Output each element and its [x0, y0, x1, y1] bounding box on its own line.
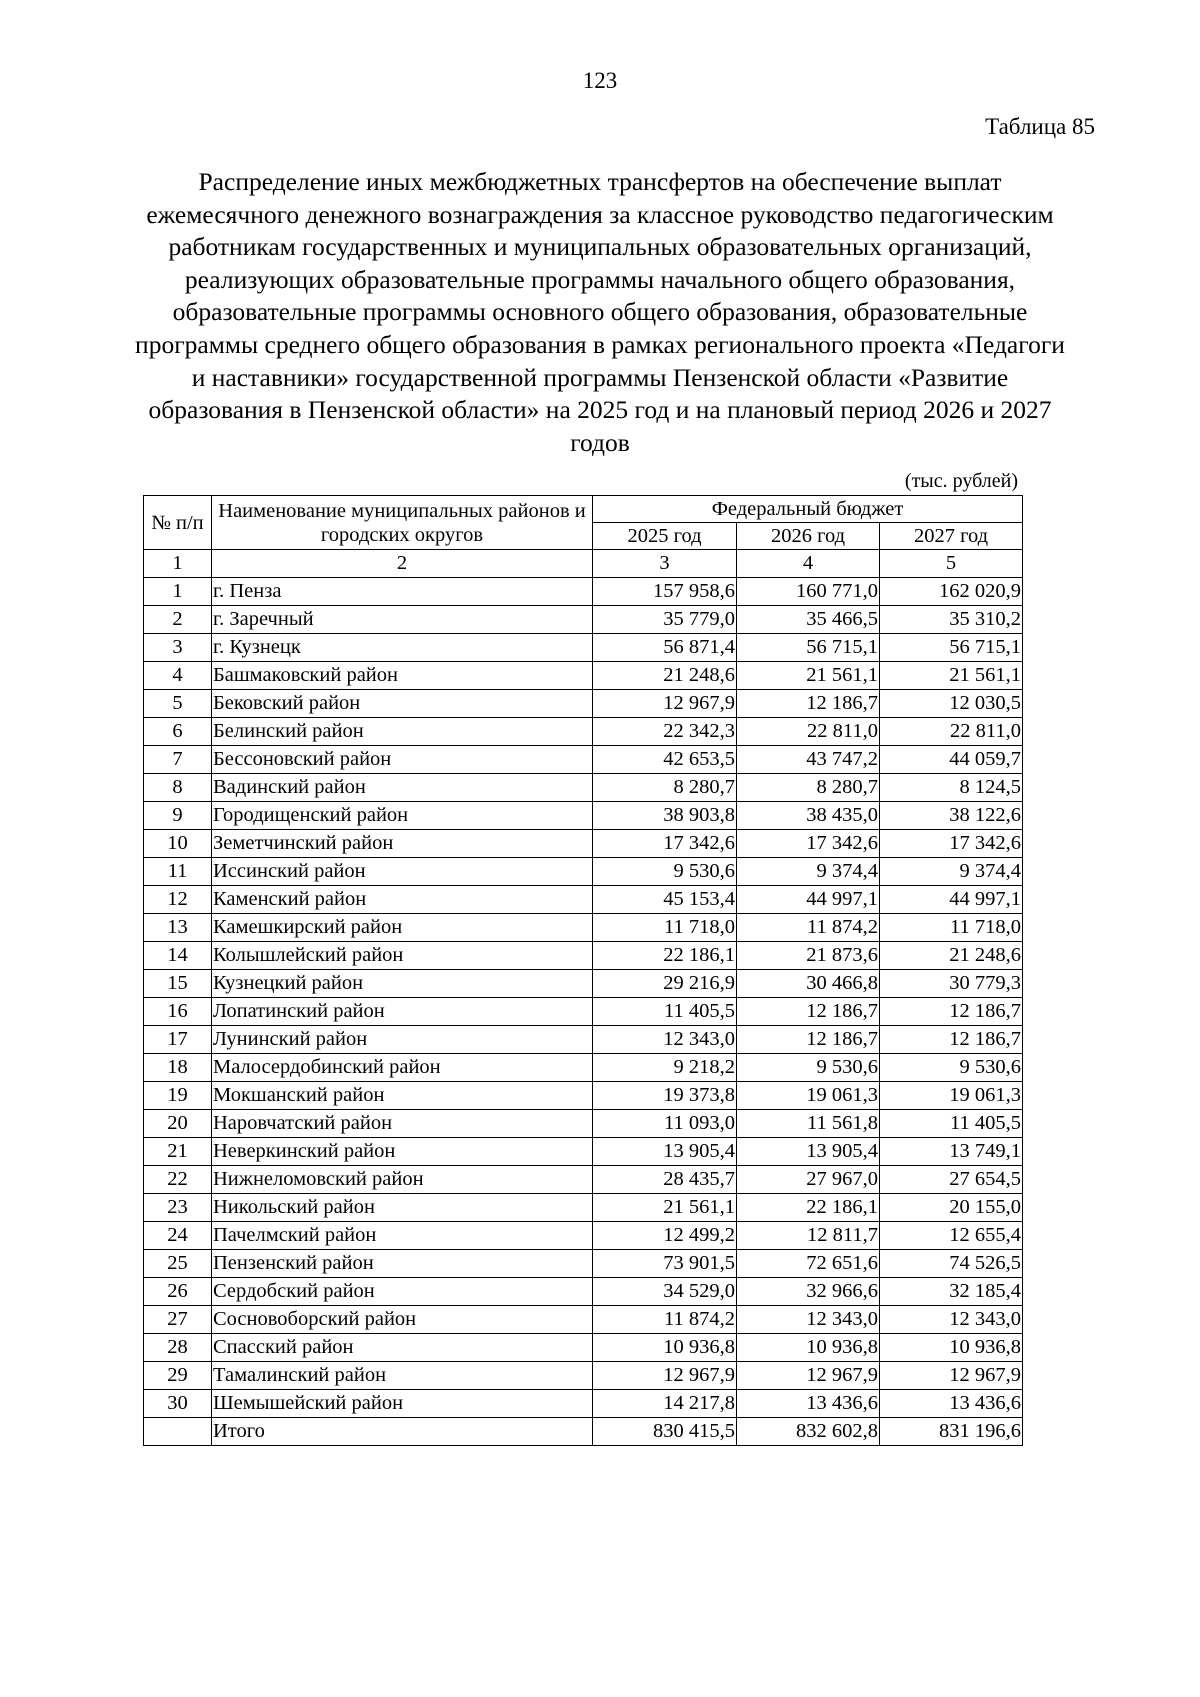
row-municipality-name: Тамалинский район — [212, 1362, 593, 1390]
row-value-2026: 13 436,6 — [737, 1390, 880, 1418]
row-value-2027: 22 811,0 — [880, 718, 1023, 746]
row-value-2025: 8 280,7 — [593, 774, 737, 802]
row-value-2026: 12 186,7 — [737, 1026, 880, 1054]
budget-table — [143, 495, 1023, 1446]
table-row — [144, 858, 1023, 886]
row-municipality-name: Бессоновский район — [212, 746, 593, 774]
column-number: 1 — [144, 550, 212, 578]
table-row — [144, 1026, 1023, 1054]
row-value-2025: 29 216,9 — [593, 970, 737, 998]
row-municipality-name: Камешкирский район — [212, 914, 593, 942]
row-municipality-name: Земетчинский район — [212, 830, 593, 858]
row-value-2027: 12 186,7 — [880, 998, 1023, 1026]
row-value-2026: 56 715,1 — [737, 634, 880, 662]
row-municipality-name: Нижнеломовский район — [212, 1166, 593, 1194]
row-municipality-name: Городищенский район — [212, 802, 593, 830]
row-value-2026: 19 061,3 — [737, 1082, 880, 1110]
units-label: (тыс. рублей) — [904, 470, 1018, 492]
table-row — [144, 774, 1023, 802]
row-value-2027: 12 655,4 — [880, 1222, 1023, 1250]
row-municipality-name: Кузнецкий район — [212, 970, 593, 998]
row-number: 19 — [144, 1082, 212, 1110]
row-municipality-name: г. Кузнецк — [212, 634, 593, 662]
row-value-2027: 9 530,6 — [880, 1054, 1023, 1082]
row-number: 30 — [144, 1390, 212, 1418]
row-value-2027: 12 030,5 — [880, 690, 1023, 718]
row-municipality-name: Колышлейский район — [212, 942, 593, 970]
row-value-2026: 9 374,4 — [737, 858, 880, 886]
row-value-2025: 14 217,8 — [593, 1390, 737, 1418]
row-value-2027: 27 654,5 — [880, 1166, 1023, 1194]
row-municipality-name: Лопатинский район — [212, 998, 593, 1026]
row-value-2026: 12 186,7 — [737, 690, 880, 718]
row-number: 21 — [144, 1138, 212, 1166]
row-value-2027: 11 405,5 — [880, 1110, 1023, 1138]
column-number: 2 — [212, 550, 593, 578]
row-value-2027: 32 185,4 — [880, 1278, 1023, 1306]
row-value-2026: 32 966,6 — [737, 1278, 880, 1306]
row-value-2026: 44 997,1 — [737, 886, 880, 914]
row-number: 8 — [144, 774, 212, 802]
row-number: 26 — [144, 1278, 212, 1306]
table-label: Таблица 85 — [985, 114, 1095, 139]
header-num: № п/п — [144, 496, 212, 550]
row-value-2027: 20 155,0 — [880, 1194, 1023, 1222]
table-row — [144, 634, 1023, 662]
row-value-2026: 17 342,6 — [737, 830, 880, 858]
table-row — [144, 1110, 1023, 1138]
row-value-2026: 38 435,0 — [737, 802, 880, 830]
table-row — [144, 1166, 1023, 1194]
row-value-2026: 160 771,0 — [737, 578, 880, 606]
row-number: 7 — [144, 746, 212, 774]
row-municipality-name: Никольский район — [212, 1194, 593, 1222]
table-row — [144, 1194, 1023, 1222]
row-number: 2 — [144, 606, 212, 634]
row-value-2025: 42 653,5 — [593, 746, 737, 774]
row-value-2025: 10 936,8 — [593, 1334, 737, 1362]
row-municipality-name: Вадинский район — [212, 774, 593, 802]
row-value-2025: 157 958,6 — [593, 578, 737, 606]
row-value-2027: 13 436,6 — [880, 1390, 1023, 1418]
row-value-2025: 12 499,2 — [593, 1222, 737, 1250]
row-value-2027: 21 248,6 — [880, 942, 1023, 970]
table-row — [144, 970, 1023, 998]
row-value-2025: 22 186,1 — [593, 942, 737, 970]
row-value-2025: 12 967,9 — [593, 1362, 737, 1390]
table-row — [144, 690, 1023, 718]
row-value-2027: 11 718,0 — [880, 914, 1023, 942]
row-value-2027: 12 343,0 — [880, 1306, 1023, 1334]
row-number: 24 — [144, 1222, 212, 1250]
table-row — [144, 746, 1023, 774]
total-number — [144, 1418, 212, 1446]
row-municipality-name: Башмаковский район — [212, 662, 593, 690]
row-number: 10 — [144, 830, 212, 858]
row-value-2026: 22 186,1 — [737, 1194, 880, 1222]
row-number: 11 — [144, 858, 212, 886]
row-value-2027: 21 561,1 — [880, 662, 1023, 690]
row-value-2026: 12 967,9 — [737, 1362, 880, 1390]
total-label: Итого — [212, 1418, 593, 1446]
row-value-2025: 21 248,6 — [593, 662, 737, 690]
row-value-2027: 56 715,1 — [880, 634, 1023, 662]
total-value-2026: 832 602,8 — [737, 1418, 880, 1446]
table-row — [144, 718, 1023, 746]
row-number: 17 — [144, 1026, 212, 1054]
table-row — [144, 942, 1023, 970]
row-value-2025: 13 905,4 — [593, 1138, 737, 1166]
total-value-2027: 831 196,6 — [880, 1418, 1023, 1446]
total-row — [144, 1418, 1023, 1446]
row-value-2025: 12 343,0 — [593, 1026, 737, 1054]
row-value-2027: 8 124,5 — [880, 774, 1023, 802]
row-number: 1 — [144, 578, 212, 606]
row-value-2025: 21 561,1 — [593, 1194, 737, 1222]
row-value-2027: 162 020,9 — [880, 578, 1023, 606]
row-value-2025: 11 405,5 — [593, 998, 737, 1026]
table-row — [144, 662, 1023, 690]
row-municipality-name: Пачелмский район — [212, 1222, 593, 1250]
header-year-2025: 2025 год — [593, 523, 737, 550]
row-value-2027: 44 997,1 — [880, 886, 1023, 914]
row-value-2027: 12 186,7 — [880, 1026, 1023, 1054]
header-federal-budget: Федеральный бюджет — [593, 496, 1023, 523]
row-municipality-name: Пензенский район — [212, 1250, 593, 1278]
row-value-2026: 12 811,7 — [737, 1222, 880, 1250]
row-value-2026: 13 905,4 — [737, 1138, 880, 1166]
row-value-2026: 43 747,2 — [737, 746, 880, 774]
row-municipality-name: Каменский район — [212, 886, 593, 914]
table-row — [144, 802, 1023, 830]
row-number: 27 — [144, 1306, 212, 1334]
row-municipality-name: Лунинский район — [212, 1026, 593, 1054]
document-title: Распределение иных межбюджетных трансфертов на обеспечение выплат ежемесячного денежного вознаграждения за классное руководство педагогическим работникам государственных и муниципальных образовательных организаций, реализующих образовательные программы начального общего образования, образовательные программы основного общего образования, образовательные программы среднего общего образования в рамках регионального проекта «Педагоги и наставники» государственной программы Пензенской области «Развитие образования в Пензенской области» на 2025 год и на плановый период 2026 и 2027 годов — [135, 167, 1065, 457]
row-number: 14 — [144, 942, 212, 970]
row-number: 22 — [144, 1166, 212, 1194]
row-value-2025: 73 901,5 — [593, 1250, 737, 1278]
table-row — [144, 914, 1023, 942]
row-value-2026: 22 811,0 — [737, 718, 880, 746]
row-municipality-name: г. Заречный — [212, 606, 593, 634]
row-value-2025: 22 342,3 — [593, 718, 737, 746]
row-municipality-name: Шемышейский район — [212, 1390, 593, 1418]
row-value-2026: 21 561,1 — [737, 662, 880, 690]
row-municipality-name: Мокшанский район — [212, 1082, 593, 1110]
row-value-2025: 19 373,8 — [593, 1082, 737, 1110]
row-municipality-name: Иссинский район — [212, 858, 593, 886]
row-value-2025: 11 718,0 — [593, 914, 737, 942]
row-number: 4 — [144, 662, 212, 690]
table-row — [144, 830, 1023, 858]
table-row — [144, 1082, 1023, 1110]
row-municipality-name: Наровчатский район — [212, 1110, 593, 1138]
page-number: 123 — [582, 68, 618, 93]
row-number: 15 — [144, 970, 212, 998]
row-number: 5 — [144, 690, 212, 718]
table-row — [144, 1306, 1023, 1334]
row-municipality-name: Бековский район — [212, 690, 593, 718]
column-number: 5 — [880, 550, 1023, 578]
row-value-2025: 9 530,6 — [593, 858, 737, 886]
total-value-2025: 830 415,5 — [593, 1418, 737, 1446]
row-value-2026: 12 186,7 — [737, 998, 880, 1026]
table-row — [144, 1138, 1023, 1166]
table-body — [144, 578, 1023, 1446]
row-value-2026: 11 874,2 — [737, 914, 880, 942]
row-value-2026: 11 561,8 — [737, 1110, 880, 1138]
row-municipality-name: Малосердобинский район — [212, 1054, 593, 1082]
row-value-2026: 30 466,8 — [737, 970, 880, 998]
row-value-2027: 13 749,1 — [880, 1138, 1023, 1166]
row-value-2027: 10 936,8 — [880, 1334, 1023, 1362]
row-value-2027: 17 342,6 — [880, 830, 1023, 858]
row-number: 20 — [144, 1110, 212, 1138]
row-value-2027: 38 122,6 — [880, 802, 1023, 830]
table-row — [144, 1054, 1023, 1082]
table-row — [144, 578, 1023, 606]
row-number: 16 — [144, 998, 212, 1026]
row-number: 28 — [144, 1334, 212, 1362]
table-row — [144, 606, 1023, 634]
header-year-2027: 2027 год — [880, 523, 1023, 550]
table-row — [144, 1278, 1023, 1306]
row-value-2027: 44 059,7 — [880, 746, 1023, 774]
row-value-2027: 30 779,3 — [880, 970, 1023, 998]
row-value-2027: 35 310,2 — [880, 606, 1023, 634]
table-row — [144, 1362, 1023, 1390]
row-value-2025: 17 342,6 — [593, 830, 737, 858]
row-number: 3 — [144, 634, 212, 662]
row-number: 13 — [144, 914, 212, 942]
row-value-2025: 12 967,9 — [593, 690, 737, 718]
table-row — [144, 998, 1023, 1026]
row-value-2026: 10 936,8 — [737, 1334, 880, 1362]
row-number: 12 — [144, 886, 212, 914]
row-value-2025: 11 874,2 — [593, 1306, 737, 1334]
table-row — [144, 1390, 1023, 1418]
row-value-2025: 45 153,4 — [593, 886, 737, 914]
row-value-2026: 12 343,0 — [737, 1306, 880, 1334]
row-value-2027: 74 526,5 — [880, 1250, 1023, 1278]
row-value-2025: 35 779,0 — [593, 606, 737, 634]
row-number: 29 — [144, 1362, 212, 1390]
row-municipality-name: Сердобский район — [212, 1278, 593, 1306]
row-value-2026: 72 651,6 — [737, 1250, 880, 1278]
row-value-2025: 56 871,4 — [593, 634, 737, 662]
row-municipality-name: Белинский район — [212, 718, 593, 746]
row-value-2025: 28 435,7 — [593, 1166, 737, 1194]
table-row — [144, 886, 1023, 914]
row-value-2026: 35 466,5 — [737, 606, 880, 634]
row-municipality-name: Спасский район — [212, 1334, 593, 1362]
row-value-2025: 34 529,0 — [593, 1278, 737, 1306]
header-year-2026: 2026 год — [737, 523, 880, 550]
row-value-2025: 38 903,8 — [593, 802, 737, 830]
row-value-2025: 9 218,2 — [593, 1054, 737, 1082]
table-row — [144, 1250, 1023, 1278]
row-value-2027: 12 967,9 — [880, 1362, 1023, 1390]
row-value-2027: 9 374,4 — [880, 858, 1023, 886]
row-value-2025: 11 093,0 — [593, 1110, 737, 1138]
row-number: 18 — [144, 1054, 212, 1082]
row-number: 25 — [144, 1250, 212, 1278]
row-number: 9 — [144, 802, 212, 830]
table-row — [144, 1222, 1023, 1250]
column-number: 3 — [593, 550, 737, 578]
column-number: 4 — [737, 550, 880, 578]
row-value-2027: 19 061,3 — [880, 1082, 1023, 1110]
row-municipality-name: Сосновоборский район — [212, 1306, 593, 1334]
row-municipality-name: Неверкинский район — [212, 1138, 593, 1166]
row-value-2026: 9 530,6 — [737, 1054, 880, 1082]
row-municipality-name: г. Пенза — [212, 578, 593, 606]
row-number: 23 — [144, 1194, 212, 1222]
row-value-2026: 8 280,7 — [737, 774, 880, 802]
row-number: 6 — [144, 718, 212, 746]
row-value-2026: 27 967,0 — [737, 1166, 880, 1194]
table-row — [144, 1334, 1023, 1362]
row-value-2026: 21 873,6 — [737, 942, 880, 970]
header-name: Наименование муниципальных районов и городских округов — [212, 496, 593, 550]
